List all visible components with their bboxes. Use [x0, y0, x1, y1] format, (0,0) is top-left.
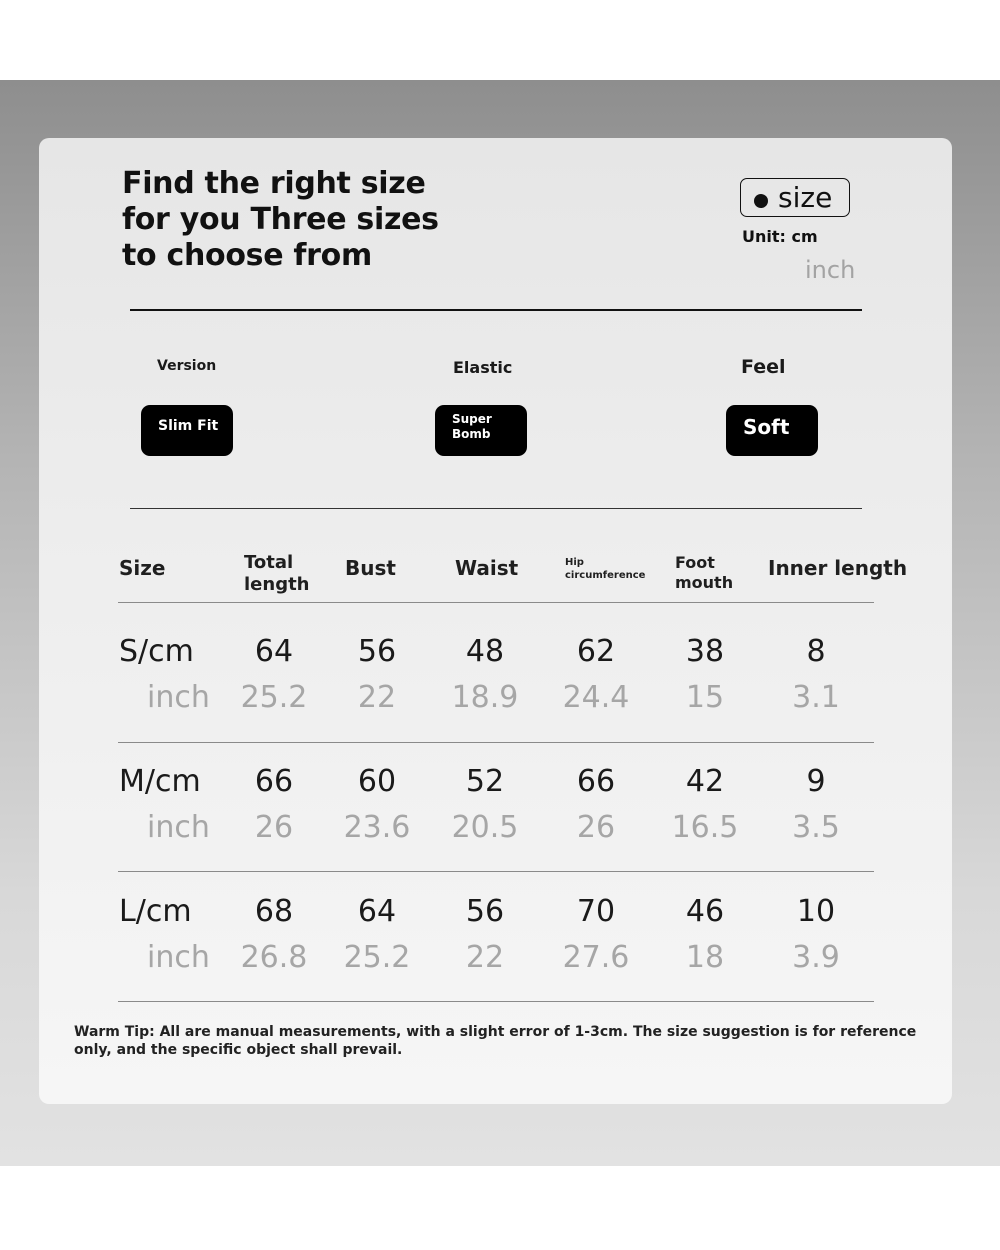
table-cell: 24.4: [562, 680, 630, 715]
table-cell: 42: [685, 764, 725, 799]
attr-elastic-label: Elastic: [453, 358, 513, 377]
table-cell: 25.2: [343, 940, 411, 975]
table-cell: 26: [576, 810, 616, 845]
size-badge: [740, 178, 850, 217]
unit-label: Unit: cm: [742, 227, 818, 246]
divider-top: [130, 309, 862, 311]
row-m-unit: inch: [147, 810, 210, 845]
table-cell: 3.9: [792, 940, 840, 975]
col-header-total-length-1: Total: [244, 552, 294, 573]
table-cell: 52: [465, 764, 505, 799]
table-cell: 64: [254, 634, 294, 669]
bullet-icon: [754, 194, 768, 208]
table-cell: 27.6: [562, 940, 630, 975]
col-header-foot-mouth-1: Foot: [675, 553, 715, 572]
table-cell: 18.9: [451, 680, 519, 715]
col-header-hip-2: circumference: [565, 570, 646, 581]
col-header-waist: Waist: [455, 556, 519, 580]
table-cell: 9: [806, 764, 826, 799]
table-cell: 26.8: [240, 940, 308, 975]
table-cell: 16.5: [671, 810, 739, 845]
unit-alt-label: inch: [805, 256, 856, 284]
table-cell: 3.5: [792, 810, 840, 845]
attr-version-label: Version: [157, 358, 217, 374]
col-header-foot-mouth-2: mouth: [675, 573, 734, 592]
row-s-size: S/cm: [119, 634, 194, 669]
table-cell: 62: [576, 634, 616, 669]
warm-tip: Warm Tip: All are manual measurements, with a slight error of 1-3cm. The size suggestion is for reference only, and the specific object shall prevail.: [74, 1024, 917, 1058]
table-cell: 56: [357, 634, 397, 669]
table-cell: 26: [254, 810, 294, 845]
attr-elastic-value-line1: Super: [452, 412, 492, 426]
attr-elastic-chip: [435, 405, 527, 456]
table-row-rule: [118, 871, 874, 872]
table-cell: 56: [465, 894, 505, 929]
table-cell: 22: [357, 680, 397, 715]
table-cell: 3.1: [792, 680, 840, 715]
table-cell: 8: [806, 634, 826, 669]
size-badge-label: size: [778, 181, 833, 214]
attr-feel-chip: [726, 405, 818, 456]
row-l-size: L/cm: [119, 894, 192, 929]
attr-version-chip: [141, 405, 233, 456]
divider-middle: [130, 508, 862, 509]
table-cell: 66: [576, 764, 616, 799]
col-header-hip-1: Hip: [565, 557, 584, 568]
table-cell: 10: [796, 894, 836, 929]
table-cell: 48: [465, 634, 505, 669]
table-bottom-rule: [118, 1001, 874, 1002]
col-header-total-length-2: length: [244, 574, 310, 595]
attr-feel-value: Soft: [743, 415, 790, 439]
row-l-unit: inch: [147, 940, 210, 975]
table-cell: 20.5: [451, 810, 519, 845]
table-cell: 23.6: [343, 810, 411, 845]
row-s-unit: inch: [147, 680, 210, 715]
col-header-inner-length: Inner length: [768, 556, 908, 580]
page-title: Find the right size for you Three sizes to choose from: [122, 166, 439, 273]
table-cell: 18: [685, 940, 725, 975]
table-cell: 22: [465, 940, 505, 975]
table-cell: 38: [685, 634, 725, 669]
table-cell: 15: [685, 680, 725, 715]
table-cell: 60: [357, 764, 397, 799]
col-header-size: Size: [119, 556, 166, 580]
table-cell: 64: [357, 894, 397, 929]
attr-elastic-value-line2: Bomb: [452, 427, 491, 441]
table-cell: 25.2: [240, 680, 308, 715]
attr-feel-label: Feel: [741, 356, 786, 378]
table-cell: 46: [685, 894, 725, 929]
table-cell: 70: [576, 894, 616, 929]
row-m-size: M/cm: [119, 764, 201, 799]
col-header-bust: Bust: [345, 556, 396, 580]
attr-version-value: Slim Fit: [158, 418, 219, 434]
table-cell: 68: [254, 894, 294, 929]
table-header-rule: [118, 602, 874, 603]
table-cell: 66: [254, 764, 294, 799]
table-row-rule: [118, 742, 874, 743]
